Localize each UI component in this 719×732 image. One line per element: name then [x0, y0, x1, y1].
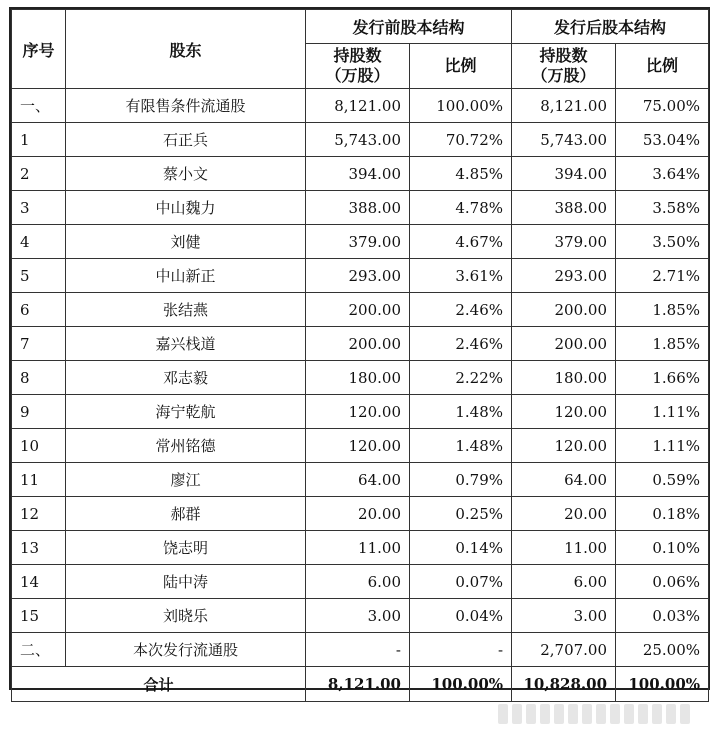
row-after-shares: 120.00 [512, 395, 616, 429]
row-index: 13 [12, 531, 66, 565]
table-row [12, 191, 709, 225]
header-before-shares-line1: 持股数 [333, 46, 382, 65]
header-after-ratio: 比例 [616, 44, 709, 89]
table-row [12, 633, 709, 667]
header-after-shares-line1: 持股数 [539, 46, 588, 65]
row-after-shares: 180.00 [512, 361, 616, 395]
row-after-ratio: 1.85% [616, 327, 709, 361]
header-before-ratio: 比例 [410, 44, 512, 89]
row-index: 11 [12, 463, 66, 497]
row-before-shares: 180.00 [306, 361, 410, 395]
row-after-shares: 394.00 [512, 157, 616, 191]
row-shareholder-name: 嘉兴栈道 [66, 327, 306, 361]
row-before-shares: 8,121.00 [306, 89, 410, 123]
row-before-ratio: - [410, 633, 512, 667]
row-after-shares: 64.00 [512, 463, 616, 497]
table-row [12, 361, 709, 395]
row-shareholder-name: 有限售条件流通股 [66, 89, 306, 123]
row-before-shares: 3.00 [306, 599, 410, 633]
row-before-shares: 6.00 [306, 565, 410, 599]
row-before-shares: 388.00 [306, 191, 410, 225]
row-after-ratio: 0.06% [616, 565, 709, 599]
row-after-shares: 3.00 [512, 599, 616, 633]
row-index: 7 [12, 327, 66, 361]
row-before-ratio: 100.00% [410, 89, 512, 123]
row-before-shares: 200.00 [306, 293, 410, 327]
table-row [12, 89, 709, 123]
row-before-ratio: 0.04% [410, 599, 512, 633]
table-row [12, 293, 709, 327]
row-index: 10 [12, 429, 66, 463]
row-shareholder-name: 廖江 [66, 463, 306, 497]
table-row [12, 497, 709, 531]
row-shareholder-name: 中山魏力 [66, 191, 306, 225]
row-after-ratio: 25.00% [616, 633, 709, 667]
row-shareholder-name: 常州铭德 [66, 429, 306, 463]
row-shareholder-name: 中山新正 [66, 259, 306, 293]
row-after-shares: 5,743.00 [512, 123, 616, 157]
row-before-shares: 379.00 [306, 225, 410, 259]
row-before-ratio: 4.85% [410, 157, 512, 191]
row-before-shares: 200.00 [306, 327, 410, 361]
row-after-shares: 2,707.00 [512, 633, 616, 667]
row-after-ratio: 3.58% [616, 191, 709, 225]
row-after-shares: 200.00 [512, 327, 616, 361]
table-row [12, 123, 709, 157]
row-before-shares: 120.00 [306, 395, 410, 429]
row-shareholder-name: 张结燕 [66, 293, 306, 327]
header-shareholder: 股东 [66, 10, 306, 89]
row-before-shares: 5,743.00 [306, 123, 410, 157]
table-header [12, 10, 709, 89]
row-index: 14 [12, 565, 66, 599]
header-index: 序号 [12, 10, 66, 89]
row-before-ratio: 1.48% [410, 395, 512, 429]
row-shareholder-name: 陆中涛 [66, 565, 306, 599]
total-after-shares: 10,828.00 [512, 667, 616, 702]
row-before-shares: 394.00 [306, 157, 410, 191]
header-before-shares-line2: （万股） [325, 66, 390, 85]
row-after-ratio: 0.03% [616, 599, 709, 633]
watermark-bars-icon [498, 704, 690, 724]
row-after-ratio: 3.50% [616, 225, 709, 259]
row-index: 12 [12, 497, 66, 531]
row-shareholder-name: 邓志毅 [66, 361, 306, 395]
table-row [12, 599, 709, 633]
table-row [12, 565, 709, 599]
row-index: 15 [12, 599, 66, 633]
row-after-ratio: 2.71% [616, 259, 709, 293]
total-before-shares: 8,121.00 [306, 667, 410, 702]
row-before-shares: 293.00 [306, 259, 410, 293]
table-row [12, 531, 709, 565]
row-after-ratio: 0.18% [616, 497, 709, 531]
row-after-shares: 6.00 [512, 565, 616, 599]
row-after-ratio: 53.04% [616, 123, 709, 157]
header-before-shares [306, 44, 410, 89]
row-shareholder-name: 刘晓乐 [66, 599, 306, 633]
table-row [12, 225, 709, 259]
row-before-ratio: 4.78% [410, 191, 512, 225]
row-shareholder-name: 刘健 [66, 225, 306, 259]
header-after-group: 发行后股本结构 [512, 10, 709, 44]
table-row [12, 259, 709, 293]
row-after-shares: 8,121.00 [512, 89, 616, 123]
row-before-ratio: 0.25% [410, 497, 512, 531]
row-index: 二、 [12, 633, 66, 667]
row-after-ratio: 0.59% [616, 463, 709, 497]
row-before-shares: 11.00 [306, 531, 410, 565]
row-before-ratio: 1.48% [410, 429, 512, 463]
row-after-ratio: 3.64% [616, 157, 709, 191]
total-row [12, 667, 709, 702]
row-before-ratio: 70.72% [410, 123, 512, 157]
row-index: 9 [12, 395, 66, 429]
row-before-shares: 64.00 [306, 463, 410, 497]
table-row [12, 429, 709, 463]
row-index: 1 [12, 123, 66, 157]
row-before-shares: 20.00 [306, 497, 410, 531]
row-after-ratio: 1.11% [616, 395, 709, 429]
row-index: 2 [12, 157, 66, 191]
row-index: 4 [12, 225, 66, 259]
row-after-shares: 388.00 [512, 191, 616, 225]
table-row [12, 463, 709, 497]
row-shareholder-name: 海宁乾航 [66, 395, 306, 429]
table-footer [12, 667, 709, 702]
row-after-shares: 200.00 [512, 293, 616, 327]
row-shareholder-name: 饶志明 [66, 531, 306, 565]
row-after-shares: 379.00 [512, 225, 616, 259]
row-after-shares: 293.00 [512, 259, 616, 293]
table-body [12, 89, 709, 667]
row-before-ratio: 2.22% [410, 361, 512, 395]
row-after-ratio: 75.00% [616, 89, 709, 123]
row-index: 3 [12, 191, 66, 225]
row-after-ratio: 1.11% [616, 429, 709, 463]
row-before-shares: - [306, 633, 410, 667]
row-after-shares: 20.00 [512, 497, 616, 531]
header-row-1 [12, 10, 709, 44]
row-index: 6 [12, 293, 66, 327]
row-before-ratio: 0.14% [410, 531, 512, 565]
row-after-ratio: 1.85% [616, 293, 709, 327]
table-row [12, 327, 709, 361]
row-index: 5 [12, 259, 66, 293]
watermark-blur [498, 702, 710, 726]
row-before-ratio: 4.67% [410, 225, 512, 259]
row-index: 8 [12, 361, 66, 395]
row-after-shares: 120.00 [512, 429, 616, 463]
row-before-ratio: 0.79% [410, 463, 512, 497]
row-after-ratio: 1.66% [616, 361, 709, 395]
share-structure-table [11, 9, 709, 702]
row-shareholder-name: 郝群 [66, 497, 306, 531]
row-before-ratio: 3.61% [410, 259, 512, 293]
share-structure-table-frame [9, 7, 710, 694]
total-before-ratio: 100.00% [410, 667, 512, 702]
table-row [12, 157, 709, 191]
row-before-shares: 120.00 [306, 429, 410, 463]
total-after-ratio: 100.00% [616, 667, 709, 702]
row-shareholder-name: 本次发行流通股 [66, 633, 306, 667]
row-before-ratio: 2.46% [410, 327, 512, 361]
row-after-shares: 11.00 [512, 531, 616, 565]
header-after-shares [512, 44, 616, 89]
row-index: 一、 [12, 89, 66, 123]
total-label: 合计 [12, 667, 306, 702]
row-after-ratio: 0.10% [616, 531, 709, 565]
row-before-ratio: 0.07% [410, 565, 512, 599]
row-shareholder-name: 蔡小文 [66, 157, 306, 191]
row-before-ratio: 2.46% [410, 293, 512, 327]
table-row [12, 395, 709, 429]
row-shareholder-name: 石正兵 [66, 123, 306, 157]
header-after-shares-line2: （万股） [531, 66, 596, 85]
header-before-group: 发行前股本结构 [306, 10, 512, 44]
